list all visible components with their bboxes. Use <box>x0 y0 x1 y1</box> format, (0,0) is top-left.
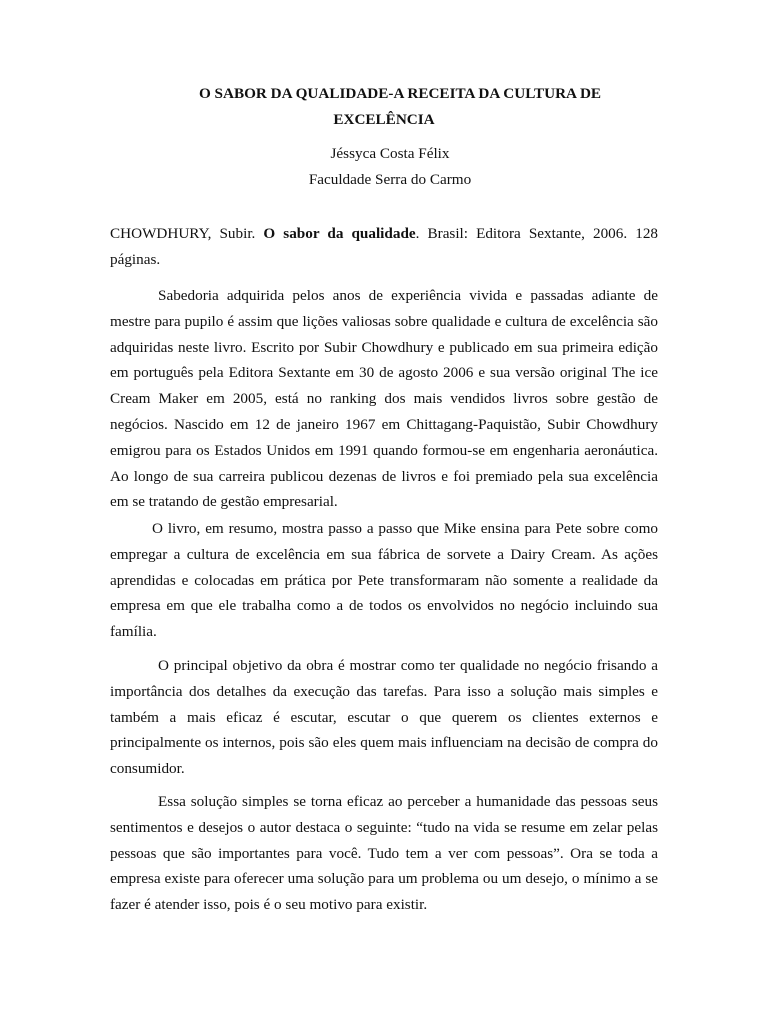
bibliographic-reference <box>110 221 658 273</box>
reference-details: . Brasil: Editora Sextante, 2006. 128 páginas. <box>110 225 659 268</box>
paragraph-2: O livro, em resumo, mostra passo a passo que Mike ensina para Pete sobre como empregar a cultura de excelência em sua fábrica de sorvete a Dairy Cream. As ações aprendidas e colocadas em prática por Pete transformaram não somente a realidade da empresa em que ele trabalha como a de todos os envolvidos no negócio incluindo sua família. <box>110 520 658 641</box>
reference-book-title: O sabor da qualidade <box>263 225 416 242</box>
paragraph-3: O principal objetivo da obra é mostrar como ter qualidade no negócio frisando a importância dos detalhes da execução das tarefas. Para isso a solução mais simples e também a mais eficaz é escutar, escutar o que querem os clientes externos e principalmente os internos, pois são eles quem mais influenciam na decisão de compra do consumidor. <box>110 657 658 778</box>
paragraph-4: Essa solução simples se torna eficaz ao perceber a humanidade das pessoas seus sentimentos e desejos o autor destaca o seguinte: “tudo na vida se resume em zelar pelas pessoas que são importantes para você. Tudo tem a ver com pessoas”. Ora se toda a empresa existe para oferecer uma solução para um problema ou um desejo, o mínimo a se fazer é atender isso, pois é o seu motivo para existir. <box>110 793 658 914</box>
document-title-line-2: EXCELÊNCIA <box>333 111 435 128</box>
institution-name: Faculdade Serra do Carmo <box>308 171 472 188</box>
author-name: Jéssyca Costa Félix <box>330 145 450 162</box>
paragraph-1: Sabedoria adquirida pelos anos de experiência vivida e passadas adiante de mestre para pupilo é assim que lições valiosas sobre qualidade e cultura de excelência são adquiridas neste livro. Escrito por Subir Chowdhury e publicado em sua primeira edição em português pela Editora Sextante em 30 de agosto 2006 e sua versão original The ice Cream Maker em 2005, está no ranking dos mais vendidos livros sobre gestão de negócios. Nascido em 12 de janeiro 1967 em Chittagang-Paquistão, Subir Chowdhury emigrou para os Estados Unidos em 1991 quando formou-se em engenharia aeronáutica. Ao longo de sua carreira publicou dezenas de livros e foi premiado pela sua excelência em se tratando de gestão empresarial. <box>110 287 658 511</box>
document-title-line-1: O SABOR DA QUALIDADE-A RECEITA DA CULTURA DE <box>198 85 602 102</box>
reference-author: CHOWDHURY, Subir. <box>110 225 256 242</box>
